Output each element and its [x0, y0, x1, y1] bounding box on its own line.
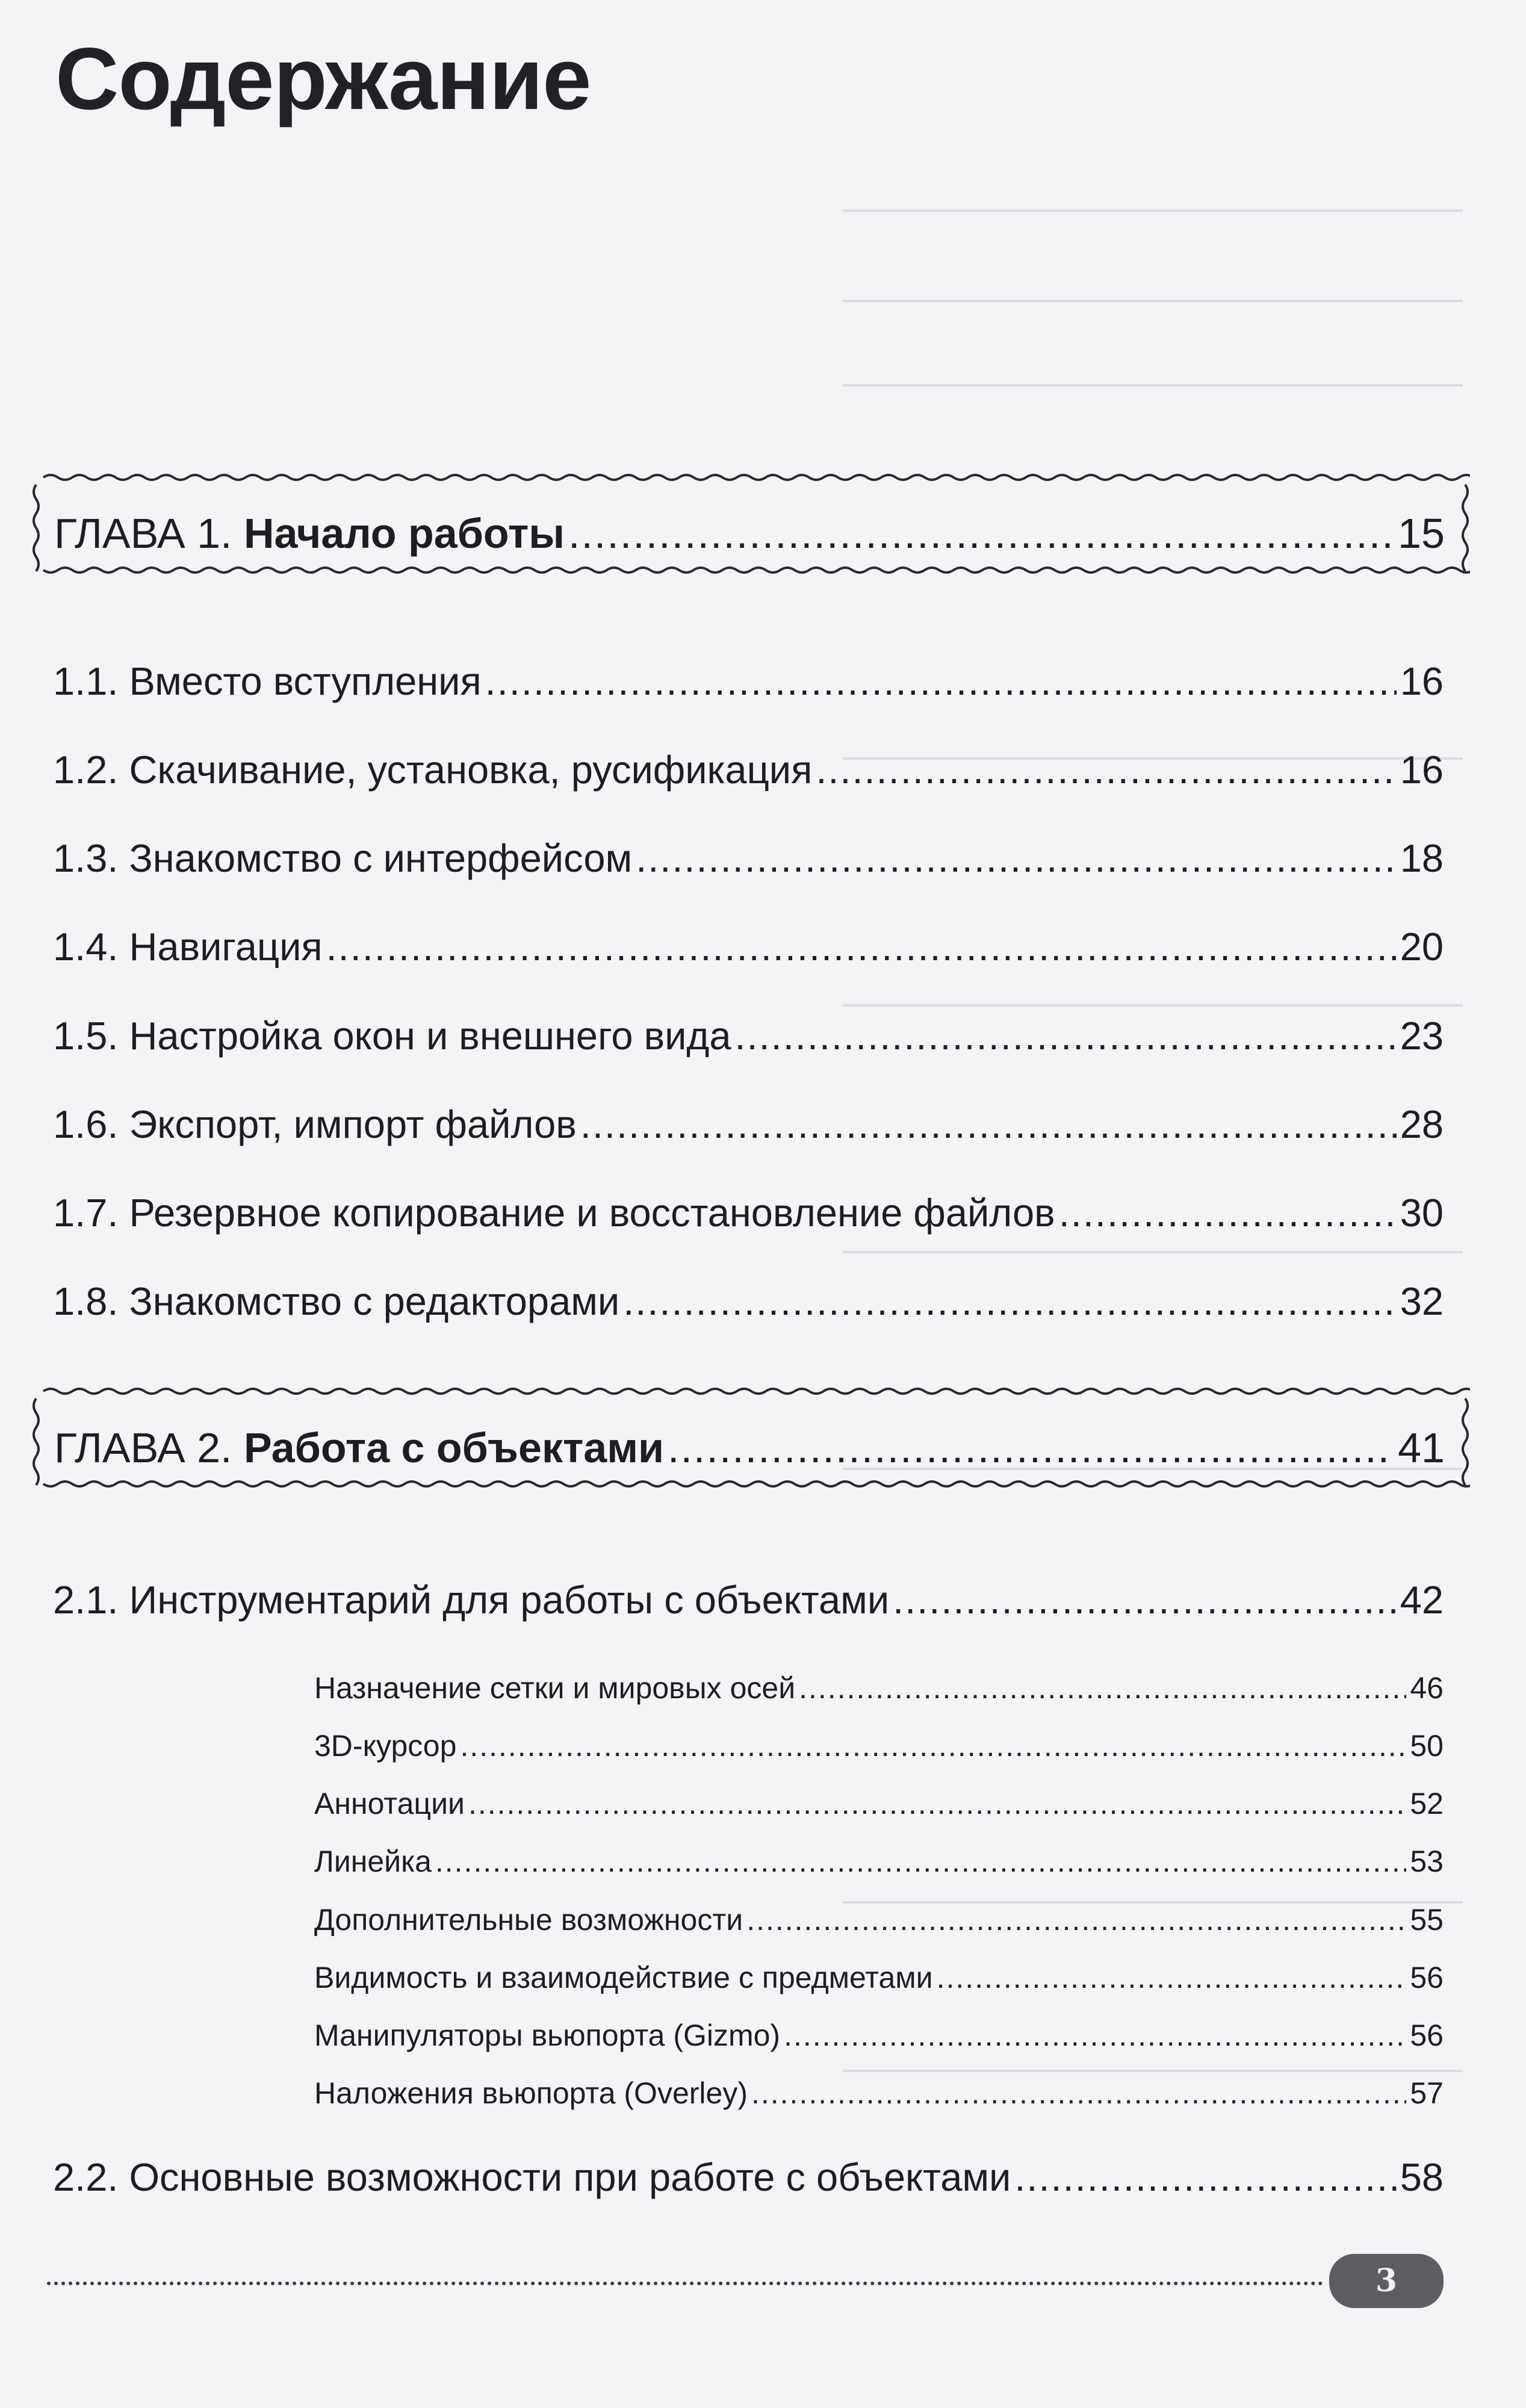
toc-entry-1-3[interactable]: 1.3. Знакомство с интерфейсом ..... 18	[53, 836, 1444, 884]
dot-leader	[636, 836, 1397, 881]
toc-subentry[interactable]: Манипуляторы вьюпорта (Gizmo) ..... 56	[314, 2018, 1444, 2055]
toc-entry-1-1[interactable]: 1.1. Вместо вступления ..... 16	[53, 659, 1444, 707]
toc-entry-1-4[interactable]: 1.4. Навигация ..... 20	[53, 924, 1444, 972]
page-title: Содержание	[55, 29, 591, 128]
toc-subentry[interactable]: Видимость и взаимодействие с предметами ..... 56	[314, 1960, 1444, 1997]
toc-entry-1-8[interactable]: 1.8. Знакомство с редакторами ..... 32	[53, 1279, 1444, 1327]
dot-leader	[784, 2018, 1406, 2053]
toc-entry-2-1[interactable]: 2.1. Инструментарий для работы с объектами ..... 42	[53, 1577, 1444, 1625]
dot-leader	[568, 509, 1394, 557]
toc-entry-2-2[interactable]: 2.2. Основные возможности при работе с объектами ..... 58	[53, 2155, 1444, 2203]
dot-leader	[735, 1013, 1397, 1058]
toc-entry-1-5[interactable]: 1.5. Настройка окон и внешнего вида ..... 23	[53, 1013, 1444, 1061]
dot-leader	[816, 747, 1396, 792]
dot-leader	[468, 1786, 1406, 1821]
dot-leader	[751, 2076, 1406, 2111]
dot-leader	[893, 1577, 1397, 1622]
page-number-badge: 3	[1329, 2254, 1444, 2308]
toc-subentry[interactable]: Дополнительные возможности ..... 55	[314, 1902, 1444, 1940]
chapter-2-title: ГЛАВА 2. Работа с объектами	[54, 1424, 665, 1471]
chapter-1-title: ГЛАВА 1. Начало работы	[54, 510, 565, 557]
toc-entry-1-7[interactable]: 1.7. Резервное копирование и восстановление файлов ..... 30	[53, 1190, 1444, 1238]
toc-subentry[interactable]: Аннотации ..... 52	[314, 1786, 1444, 1823]
chapter-1-page: 15	[1398, 510, 1445, 557]
footer-dotted-rule	[47, 2277, 1323, 2285]
dot-leader	[937, 1960, 1407, 1995]
dot-leader	[746, 1902, 1406, 1937]
toc-subentry[interactable]: Назначение сетки и мировых осей ..... 46	[314, 1671, 1444, 1708]
dot-leader	[623, 1279, 1396, 1324]
toc-entry-1-6[interactable]: 1.6. Экспорт, импорт файлов ..... 28	[53, 1102, 1444, 1150]
toc-entry-1-2[interactable]: 1.2. Скачивание, установка, русификация ..... 16	[53, 747, 1444, 795]
toc-subentry[interactable]: 3D-курсор ..... 50	[314, 1728, 1444, 1766]
chapter-1-entry[interactable]	[54, 509, 1445, 561]
toc-subentry[interactable]: Наложения вьюпорта (Overley) ..... 57	[314, 2076, 1444, 2113]
dot-leader	[668, 1424, 1394, 1472]
dot-leader	[799, 1671, 1406, 1705]
dot-leader	[580, 1102, 1397, 1147]
dot-leader	[1014, 2155, 1396, 2200]
dot-leader	[435, 1844, 1407, 1879]
dot-leader	[485, 659, 1397, 704]
chapter-2-entry[interactable]	[54, 1424, 1445, 1476]
toc-subentry[interactable]: Линейка ..... 53	[314, 1844, 1444, 1881]
dot-leader	[326, 924, 1397, 969]
dot-leader	[460, 1728, 1406, 1763]
chapter-2-page: 41	[1398, 1424, 1445, 1471]
dot-leader	[1059, 1190, 1397, 1235]
